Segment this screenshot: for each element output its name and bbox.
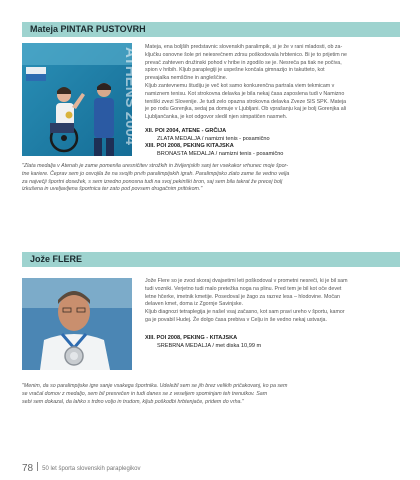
bio-mateja	[145, 44, 400, 122]
result-medal: ZLATA MEDALJA / namizni tenis - posamično	[157, 135, 270, 142]
publication-title: 50 let športa slovenskih paraplegikov	[42, 466, 141, 472]
bio-line: Mateja, ena boljših predstavnic slovenskih paralimpik, si je že v rani mladosti, ob za-	[145, 44, 343, 50]
bio-line: namiznem tenisu. Kot strokovna delavka je bila nekaj časa zaposlena tudi v Namizno	[145, 90, 345, 97]
quote-line: za največji športni dosežek, s sem izredno ponosna tudi na svoj pekinški bron, saj sem bila takrat že precej bolj	[22, 178, 283, 185]
bio-line: spion v hribih. Kljub paraplegiji je uspešne končala gimnazijo in takutteto, kot	[145, 67, 325, 74]
bio-line: je po rodu Gorenjka, sedaj pa domuje v Ljubljani. Ob vprašanju kaj je bolj Gorenjka ali	[145, 106, 347, 113]
results-joze	[145, 335, 400, 350]
bio-line: prevač zahteven družinski pohod v hribe in zgodilo se je. Nesreča pa tiak ne počiva,	[145, 59, 342, 66]
footer-divider	[37, 462, 38, 471]
bio-line: Jože Flere so je zvod skoraj dvajsetimi leti poškodoval v prometni nesreči, ki je bil sam	[145, 278, 348, 284]
bio-line: Kljub zantevnemu študiju je več kot samo konkurenčna partrala viem tekmicam v	[145, 82, 335, 89]
quote-mateja	[22, 163, 402, 194]
result-games: XII. POI 2004, ATENE - GRČIJA	[145, 128, 227, 134]
quote-line: se vračal domov z medaljo, sem bil presrečen in tudi danes se z veseljem spominjam teh trenutkov. Sam	[22, 390, 268, 397]
bio-line: tudi vozniki. Verjetno tudi malo pretežka noga na plinu. Pred tem je bil kot oče devet	[145, 285, 342, 292]
page-number: 78	[22, 463, 34, 474]
section-header-mateja	[22, 22, 400, 37]
bio-line: Kljub diagnozi tetraplegija je našel vsaj začasno, kot sam pravi ureho v športu, kamor	[145, 309, 345, 316]
bio-line: ključku osnovne šole pri neiesrečnem zdrsu poškodovala hrbtenico. Bi je to prijetim ne	[145, 51, 347, 58]
quote-joze	[22, 383, 402, 406]
quote-line: tne kariere. Čeprav sem jo osvojila že na svojih prvih paralimpijskih igrah. Paralimpijsko zlato zame še vedno velja	[22, 170, 290, 177]
bio-line: delaven kmet, doma iz Zgornje Savinjske.	[145, 301, 244, 308]
result-medal: BRONASTA MEDALJA / namizni tenis - posamično	[157, 150, 284, 157]
results-mateja	[145, 128, 400, 158]
page-footer	[22, 462, 141, 474]
quote-line: sebi sem dokazal, da lahko s trdno voljo in trudom, kljub poškodbi hrbtenjače, pridem do vrha."	[22, 398, 244, 405]
result-games: XIII. POI 2008, PEKING - KITAJSKA	[145, 335, 238, 341]
quote-line: "Zlata medalja v Atenah je zame pomenila uresničitev strožkih in življenjskih sanj ter vsekakor vrhunec moje špor-	[22, 163, 288, 169]
section-header-joze	[22, 252, 400, 267]
bio-line: Ljubljančanka, je kot odgovor sledil njen simpatičen nasmeh.	[145, 114, 288, 121]
bio-line: teniški zvezi Slovenije. Je tudi zelo opazna strokovna delavka Zveze SIS SPK. Mateja	[145, 98, 347, 105]
athlete-photo-joze	[22, 278, 132, 370]
result-medal: SREBRNA MEDALJA / met diska 10,99 m	[157, 342, 262, 349]
section-title: Mateja PINTAR PUSTOVRH	[30, 24, 146, 34]
result-games: XIII. POI 2008, PEKING KITAJSKA	[145, 143, 234, 150]
bio-line: letne hčerke, imetnik kmetije. Posedoval je žago za razrez lesa – hlodovine. Močan	[145, 293, 340, 300]
quote-line: izkušena in uveljavljena športnica ter zato pod povsem drugačnim pritiskom."	[22, 186, 203, 193]
quote-line: "Menim, da so paralimpijske igre sanje vsakega športnika. Udeležil sem se jih brez velikih pričakovanj, ko pa sem	[22, 383, 288, 389]
bio-joze	[145, 278, 400, 325]
athens-banner-text: ATHENS 2004	[122, 47, 139, 146]
bio-line: ga je povabil Hudej. Že dolgo časa prebiva v Celju in še vedno nekaj ustvarja.	[145, 316, 327, 323]
section-title: Jože FLERE	[30, 254, 83, 264]
athlete-photo-mateja	[22, 43, 139, 156]
bio-line: prevajalka nemščine in angleščine.	[145, 75, 228, 82]
